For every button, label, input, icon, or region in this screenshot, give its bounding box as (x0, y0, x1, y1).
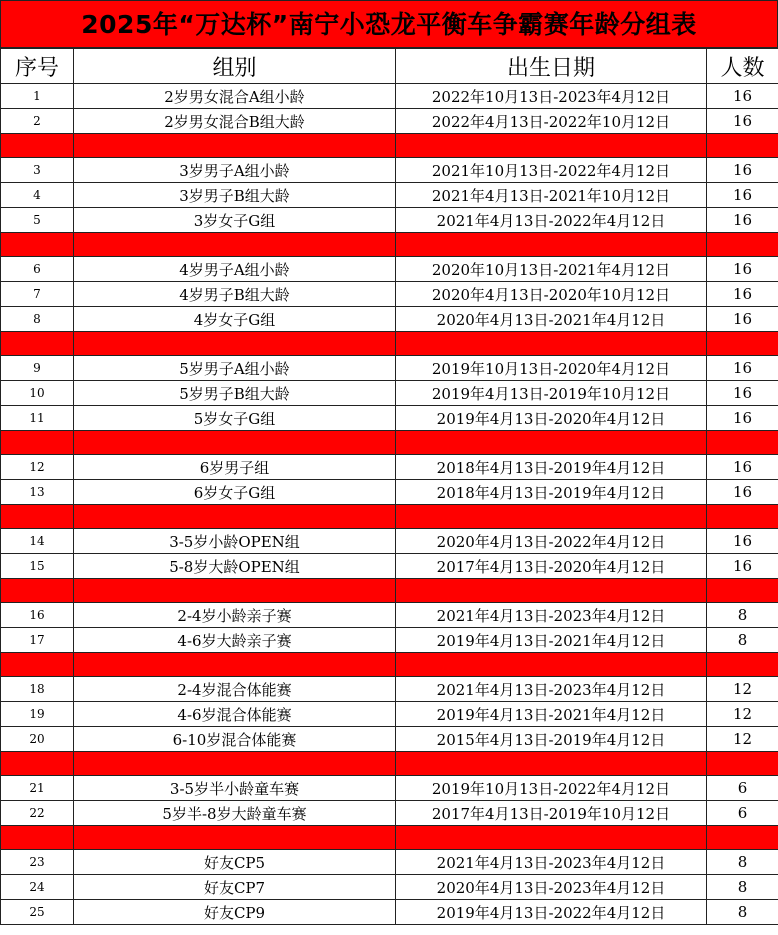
cell-index: 5 (1, 208, 74, 233)
cell-birth-range: 2019年4月13日-2021年4月12日 (396, 702, 707, 727)
cell-birth-range: 2017年4月13日-2019年10月12日 (396, 801, 707, 826)
cell-group: 2岁男女混合A组小龄 (74, 84, 396, 109)
cell-count: 16 (707, 183, 778, 208)
divider-cell (1, 752, 74, 776)
divider-cell (74, 505, 396, 529)
cell-index: 22 (1, 801, 74, 826)
cell-group: 4-6岁大龄亲子赛 (74, 628, 396, 653)
divider-cell (396, 431, 707, 455)
section-divider-row (1, 332, 778, 356)
cell-birth-range: 2020年4月13日-2022年4月12日 (396, 529, 707, 554)
cell-count: 16 (707, 554, 778, 579)
cell-index: 24 (1, 875, 74, 900)
cell-index: 16 (1, 603, 74, 628)
divider-cell (707, 505, 778, 529)
cell-count: 16 (707, 455, 778, 480)
table-row (1, 455, 778, 480)
table-row (1, 480, 778, 505)
divider-cell (74, 134, 396, 158)
cell-group: 好友CP9 (74, 900, 396, 925)
cell-index: 20 (1, 727, 74, 752)
divider-cell (1, 826, 74, 850)
cell-count: 16 (707, 381, 778, 406)
divider-cell (707, 332, 778, 356)
section-divider-row (1, 431, 778, 455)
cell-group: 好友CP7 (74, 875, 396, 900)
cell-group: 3-5岁小龄OPEN组 (74, 529, 396, 554)
cell-group: 3岁女子G组 (74, 208, 396, 233)
divider-cell (396, 505, 707, 529)
cell-count: 12 (707, 702, 778, 727)
cell-birth-range: 2019年4月13日-2022年4月12日 (396, 900, 707, 925)
divider-cell (74, 826, 396, 850)
header-group: 组别 (74, 49, 396, 84)
cell-group: 6-10岁混合体能赛 (74, 727, 396, 752)
table-row (1, 677, 778, 702)
cell-group: 2-4岁小龄亲子赛 (74, 603, 396, 628)
cell-group: 6岁女子G组 (74, 480, 396, 505)
section-divider-row (1, 579, 778, 603)
table-row (1, 628, 778, 653)
cell-index: 17 (1, 628, 74, 653)
section-divider-row (1, 233, 778, 257)
cell-count: 8 (707, 875, 778, 900)
cell-count: 16 (707, 282, 778, 307)
cell-count: 8 (707, 603, 778, 628)
header-index: 序号 (1, 49, 74, 84)
divider-cell (396, 826, 707, 850)
table-row (1, 776, 778, 801)
table-row (1, 554, 778, 579)
cell-count: 6 (707, 776, 778, 801)
cell-group: 4-6岁混合体能赛 (74, 702, 396, 727)
cell-count: 12 (707, 677, 778, 702)
divider-cell (707, 431, 778, 455)
cell-birth-range: 2018年4月13日-2019年4月12日 (396, 455, 707, 480)
divider-cell (396, 134, 707, 158)
table-row (1, 208, 778, 233)
cell-count: 16 (707, 406, 778, 431)
cell-birth-range: 2022年10月13日-2023年4月12日 (396, 84, 707, 109)
divider-cell (396, 233, 707, 257)
cell-count: 16 (707, 529, 778, 554)
table-row (1, 603, 778, 628)
cell-birth-range: 2019年4月13日-2021年4月12日 (396, 628, 707, 653)
divider-cell (396, 332, 707, 356)
table-row (1, 183, 778, 208)
cell-birth-range: 2020年4月13日-2023年4月12日 (396, 875, 707, 900)
cell-index: 19 (1, 702, 74, 727)
cell-group: 5岁男子B组大龄 (74, 381, 396, 406)
table-row (1, 257, 778, 282)
cell-index: 12 (1, 455, 74, 480)
divider-cell (74, 332, 396, 356)
divider-cell (1, 332, 74, 356)
table-row (1, 529, 778, 554)
cell-group: 5-8岁大龄OPEN组 (74, 554, 396, 579)
cell-index: 6 (1, 257, 74, 282)
cell-group: 5岁女子G组 (74, 406, 396, 431)
cell-birth-range: 2022年4月13日-2022年10月12日 (396, 109, 707, 134)
cell-count: 8 (707, 900, 778, 925)
table-row (1, 307, 778, 332)
age-group-table (0, 48, 778, 925)
divider-cell (707, 579, 778, 603)
table-row (1, 702, 778, 727)
cell-index: 3 (1, 158, 74, 183)
cell-index: 25 (1, 900, 74, 925)
cell-birth-range: 2021年4月13日-2023年4月12日 (396, 850, 707, 875)
divider-cell (707, 653, 778, 677)
cell-birth-range: 2019年4月13日-2019年10月12日 (396, 381, 707, 406)
divider-cell (1, 653, 74, 677)
table-row (1, 158, 778, 183)
divider-cell (74, 579, 396, 603)
cell-index: 18 (1, 677, 74, 702)
divider-cell (707, 826, 778, 850)
cell-birth-range: 2021年4月13日-2023年4月12日 (396, 603, 707, 628)
table-row (1, 727, 778, 752)
cell-index: 4 (1, 183, 74, 208)
cell-count: 16 (707, 307, 778, 332)
table-row (1, 84, 778, 109)
divider-cell (707, 233, 778, 257)
cell-group: 2岁男女混合B组大龄 (74, 109, 396, 134)
cell-group: 6岁男子组 (74, 455, 396, 480)
cell-birth-range: 2020年4月13日-2020年10月12日 (396, 282, 707, 307)
cell-group: 3岁男子A组小龄 (74, 158, 396, 183)
cell-birth-range: 2015年4月13日-2019年4月12日 (396, 727, 707, 752)
cell-index: 11 (1, 406, 74, 431)
table-row (1, 900, 778, 925)
cell-birth-range: 2019年10月13日-2022年4月12日 (396, 776, 707, 801)
cell-index: 9 (1, 356, 74, 381)
cell-count: 12 (707, 727, 778, 752)
divider-cell (396, 579, 707, 603)
divider-cell (74, 653, 396, 677)
section-divider-row (1, 826, 778, 850)
cell-index: 7 (1, 282, 74, 307)
cell-birth-range: 2021年4月13日-2022年4月12日 (396, 208, 707, 233)
divider-cell (74, 431, 396, 455)
cell-count: 16 (707, 257, 778, 282)
cell-group: 4岁女子G组 (74, 307, 396, 332)
table-row (1, 282, 778, 307)
cell-group: 5岁男子A组小龄 (74, 356, 396, 381)
cell-index: 23 (1, 850, 74, 875)
cell-birth-range: 2019年4月13日-2020年4月12日 (396, 406, 707, 431)
cell-group: 4岁男子B组大龄 (74, 282, 396, 307)
cell-index: 15 (1, 554, 74, 579)
section-divider-row (1, 752, 778, 776)
cell-index: 21 (1, 776, 74, 801)
cell-group: 3岁男子B组大龄 (74, 183, 396, 208)
cell-count: 16 (707, 158, 778, 183)
header-count: 人数 (707, 49, 778, 84)
divider-cell (707, 134, 778, 158)
section-divider-row (1, 653, 778, 677)
cell-count: 16 (707, 480, 778, 505)
cell-count: 16 (707, 208, 778, 233)
cell-group: 2-4岁混合体能赛 (74, 677, 396, 702)
section-divider-row (1, 134, 778, 158)
table-row (1, 406, 778, 431)
table-row (1, 356, 778, 381)
cell-count: 16 (707, 84, 778, 109)
table-body (1, 84, 778, 925)
table-row (1, 801, 778, 826)
cell-birth-range: 2021年10月13日-2022年4月12日 (396, 158, 707, 183)
divider-cell (1, 134, 74, 158)
cell-index: 2 (1, 109, 74, 134)
cell-count: 16 (707, 109, 778, 134)
cell-birth-range: 2020年4月13日-2021年4月12日 (396, 307, 707, 332)
table-row (1, 381, 778, 406)
divider-cell (1, 431, 74, 455)
cell-index: 14 (1, 529, 74, 554)
divider-cell (1, 579, 74, 603)
cell-group: 3-5岁半小龄童车赛 (74, 776, 396, 801)
cell-birth-range: 2021年4月13日-2021年10月12日 (396, 183, 707, 208)
divider-cell (74, 752, 396, 776)
divider-cell (1, 233, 74, 257)
cell-birth-range: 2018年4月13日-2019年4月12日 (396, 480, 707, 505)
section-divider-row (1, 505, 778, 529)
divider-cell (396, 653, 707, 677)
table-row (1, 850, 778, 875)
cell-index: 1 (1, 84, 74, 109)
cell-birth-range: 2019年10月13日-2020年4月12日 (396, 356, 707, 381)
cell-count: 16 (707, 356, 778, 381)
cell-group: 4岁男子A组小龄 (74, 257, 396, 282)
table-row (1, 875, 778, 900)
header-birth: 出生日期 (396, 49, 707, 84)
page-title: 2025年“万达杯”南宁小恐龙平衡车争霸赛年龄分组表 (0, 0, 778, 48)
cell-birth-range: 2021年4月13日-2023年4月12日 (396, 677, 707, 702)
cell-index: 10 (1, 381, 74, 406)
cell-index: 13 (1, 480, 74, 505)
cell-index: 8 (1, 307, 74, 332)
cell-group: 好友CP5 (74, 850, 396, 875)
divider-cell (74, 233, 396, 257)
divider-cell (707, 752, 778, 776)
divider-cell (396, 752, 707, 776)
cell-count: 6 (707, 801, 778, 826)
cell-group: 5岁半-8岁大龄童车赛 (74, 801, 396, 826)
table-row (1, 109, 778, 134)
cell-birth-range: 2017年4月13日-2020年4月12日 (396, 554, 707, 579)
cell-birth-range: 2020年10月13日-2021年4月12日 (396, 257, 707, 282)
header-row (1, 49, 778, 84)
divider-cell (1, 505, 74, 529)
cell-count: 8 (707, 628, 778, 653)
cell-count: 8 (707, 850, 778, 875)
